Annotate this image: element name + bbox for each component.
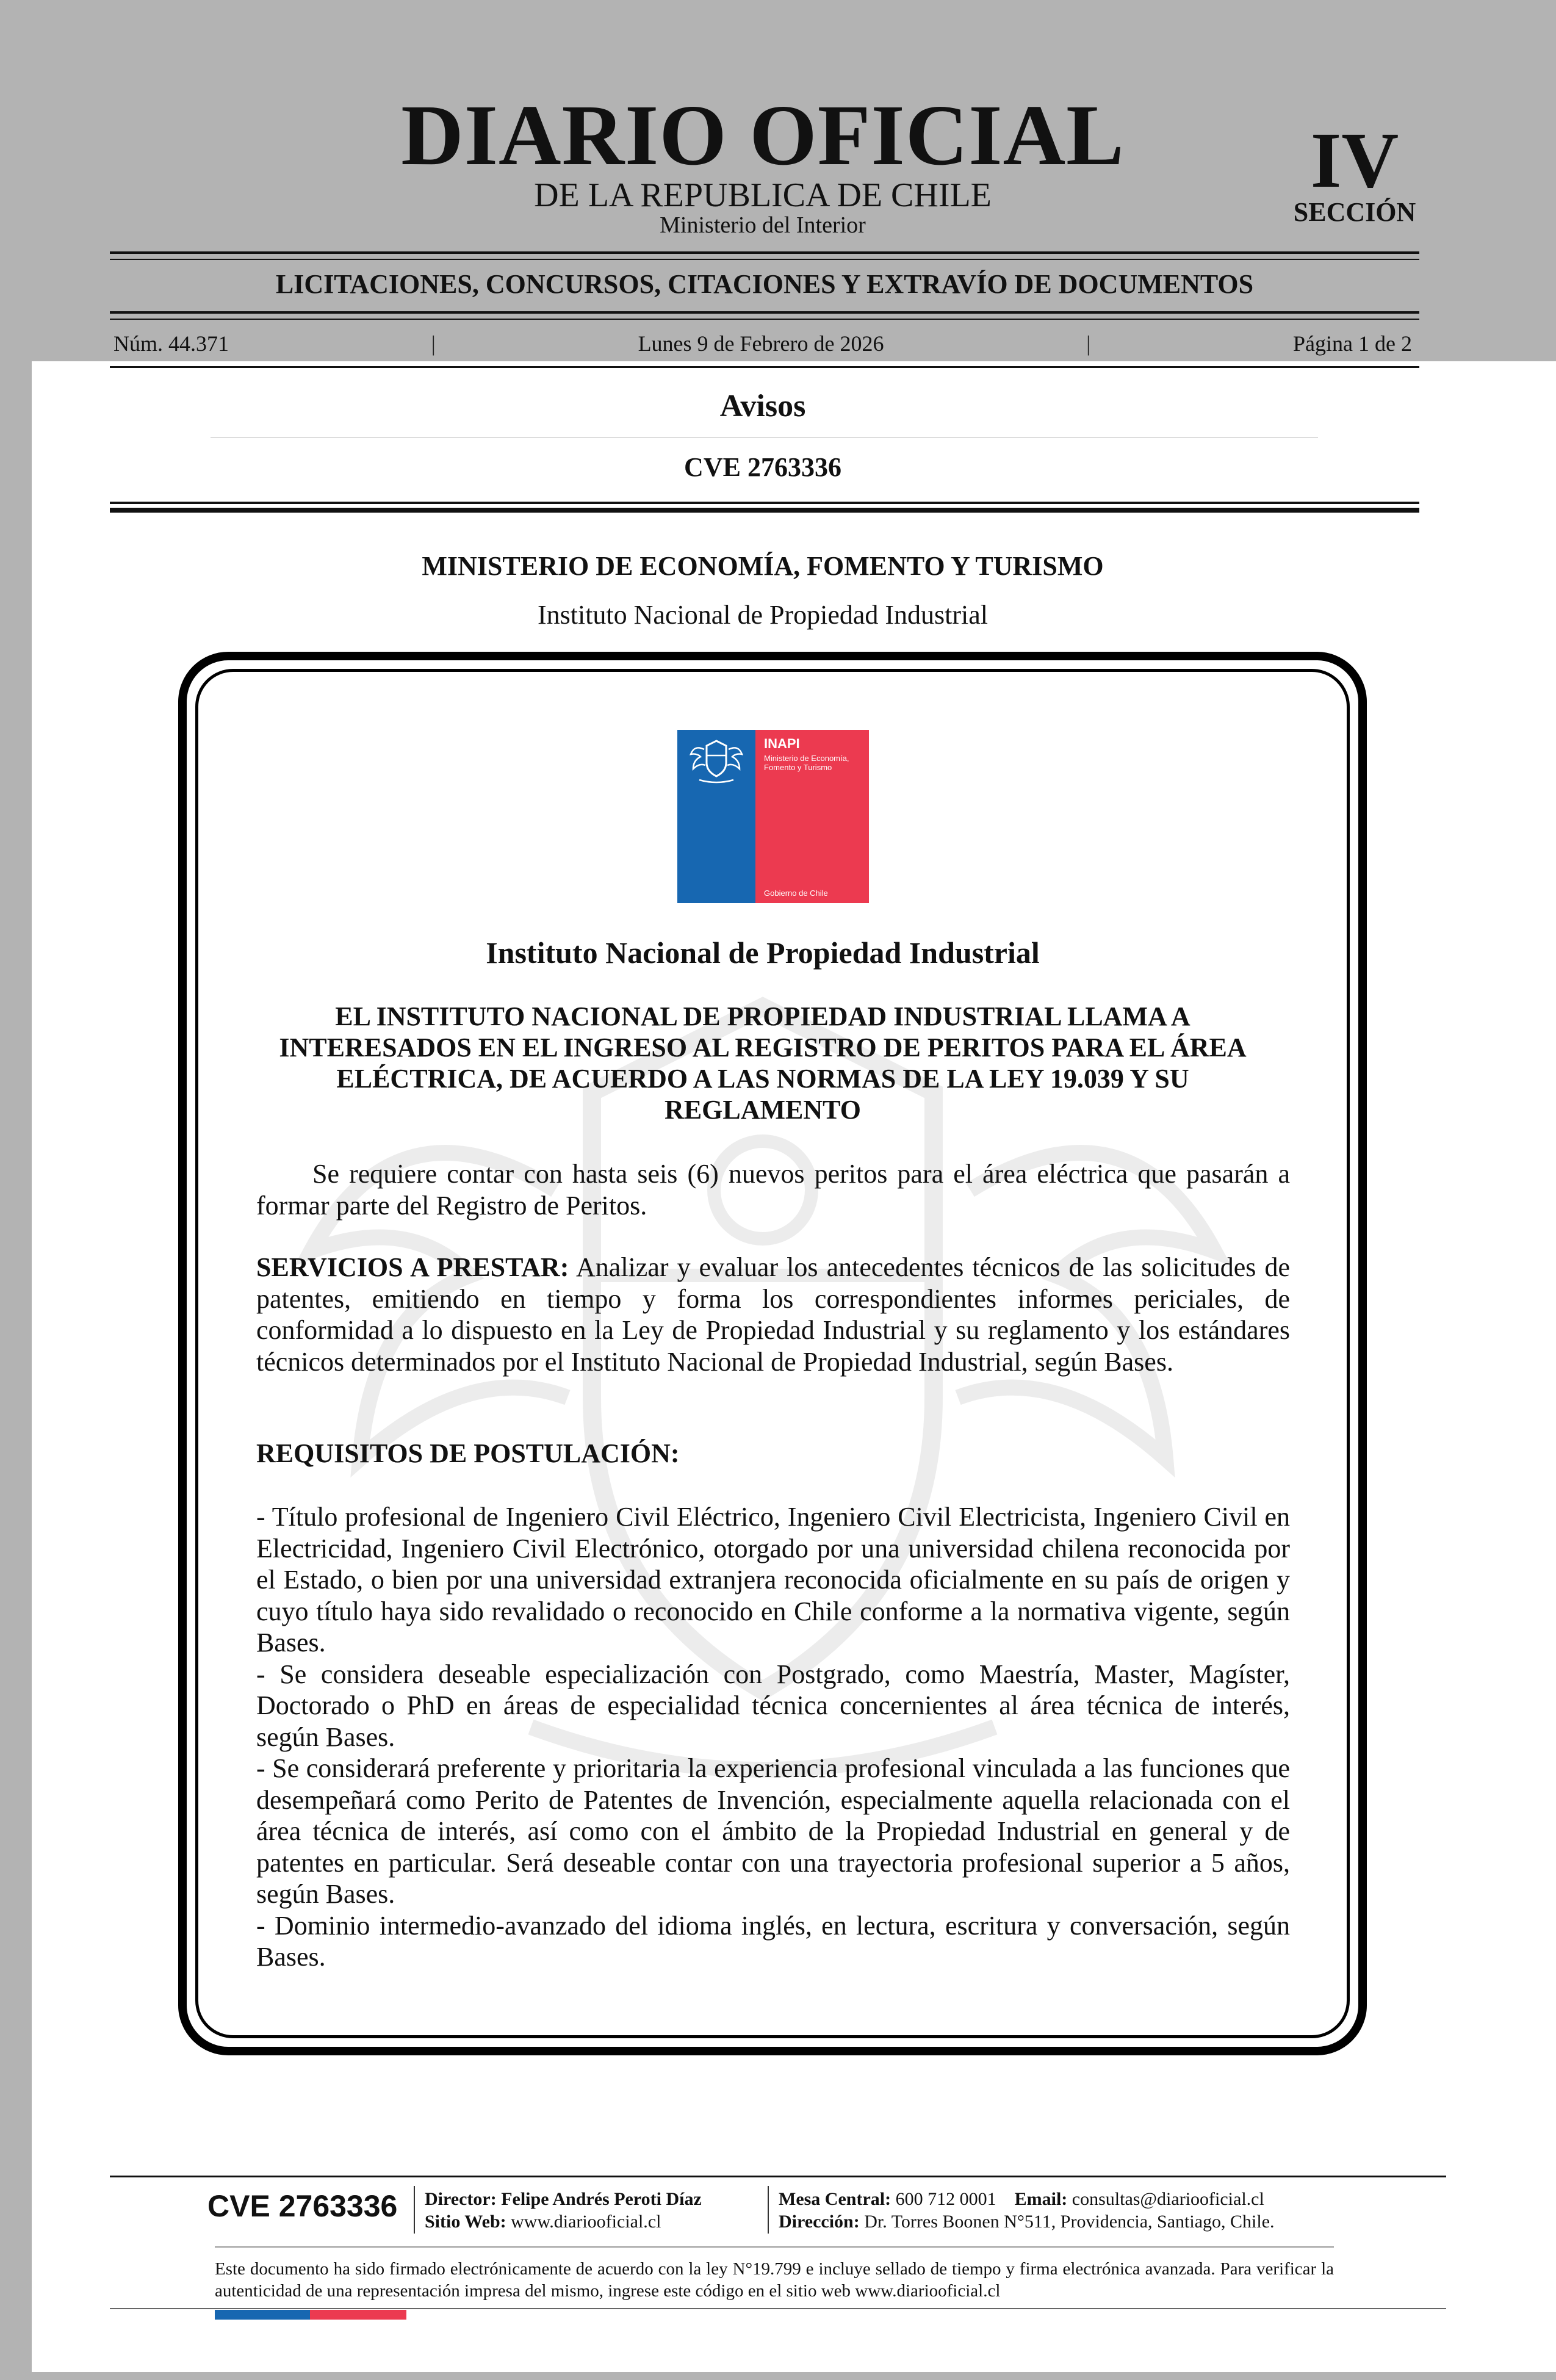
services-paragraph xyxy=(256,1252,1290,1377)
masthead-title: DIARIO OFICIAL xyxy=(401,87,1125,183)
inapi-logo xyxy=(677,730,869,903)
notice-rule xyxy=(110,508,1419,513)
services-label: SERVICIOS A PRESTAR: xyxy=(256,1252,569,1282)
meta-rule xyxy=(110,366,1419,368)
page-indicator: Página 1 de 2 xyxy=(1293,331,1412,356)
footer-cve-code: CVE 2763336 xyxy=(207,2189,398,2223)
website-link[interactable]: www.diariooficial.cl xyxy=(511,2212,661,2232)
email-label: Email: xyxy=(1014,2189,1068,2209)
header-rule xyxy=(110,319,1419,320)
logo-brand: INAPI xyxy=(764,736,800,751)
flag-stripe-red xyxy=(310,2310,406,2320)
requirements-list xyxy=(256,1501,1290,1973)
flag-stripe-blue xyxy=(215,2310,310,2320)
meta-separator: | xyxy=(431,331,436,356)
issue-meta-row xyxy=(113,333,1412,355)
address-text: Dr. Torres Boonen N°511, Providencia, Santiago, Chile. xyxy=(864,2212,1275,2232)
legal-notice: Este documento ha sido firmado electrónicamente de acuerdo con la ley N°19.799 e incluye sellado de tiempo y firma electrónica avanzada. Para verificar la autenticidad de una representación impresa del mismo, ingrese este código en el sitio web www.diariooficial.cl xyxy=(215,2259,1334,2301)
header-rule xyxy=(110,311,1419,314)
list-item: - Título profesional de Ingeniero Civil Eléctrico, Ingeniero Civil Electricista, Ingeniero Civil en Electricidad, Ingeniero Civil Electrónico, otorgado por una universidad chilena reconocida por el Estado, o bien por una universidad extranjera reconocida oficialmente en su país de origen y cuyo título haya sido revalidado o reconocido en Chile conforme a la normativa vigente, según Bases. xyxy=(256,1502,1290,1657)
footer-separator xyxy=(768,2186,769,2234)
list-item: - Dominio intermedio-avanzado del idioma inglés, en lectura, escritura y conversación, según Bases. xyxy=(256,1910,1290,1972)
logo-blue-panel xyxy=(677,730,755,903)
notice-rule xyxy=(110,502,1419,504)
category-divider xyxy=(211,437,1318,438)
director-name: Felipe Andrés Peroti Díaz xyxy=(501,2189,702,2209)
institute-name: Instituto Nacional de Propiedad Industrial xyxy=(537,600,989,630)
logo-ministry-text: Ministerio de Economía, Fomento y Turismo xyxy=(764,754,849,772)
logo-red-panel xyxy=(755,730,869,903)
ministry-name: MINISTERIO DE ECONOMÍA, FOMENTO Y TURISMO xyxy=(422,551,1104,581)
footer-contact-block xyxy=(779,2188,1275,2233)
list-item: - Se considerará preferente y prioritaria la experiencia profesional vinculada a las funciones que desempeñará como Perito de Patentes de Invención, especialmente aquella relacionada con el área técnica de interés, así como con el ámbito de la Propiedad Industrial en general y de patentes en particular. Será deseable contar con una trayectoria profesional superior a 5 años, según Bases. xyxy=(256,1753,1290,1909)
section-label: SECCIÓN xyxy=(1293,197,1416,227)
footer-separator xyxy=(414,2186,415,2234)
address-label: Dirección: xyxy=(779,2212,860,2232)
cve-code: CVE 2763336 xyxy=(684,452,841,482)
section-number: IV xyxy=(1310,117,1399,204)
footer-director-block xyxy=(425,2188,702,2233)
email-link[interactable]: consultas@diariooficial.cl xyxy=(1072,2189,1264,2209)
director-label: Director: xyxy=(425,2189,497,2209)
notice-heading: EL INSTITUTO NACIONAL DE PROPIEDAD INDUSTRIAL LLAMA A INTERESADOS EN EL INGRESO AL REGISTRO DE PERITOS PARA EL ÁREA ELÉCTRICA, DE ACUERDO A LAS NORMAS DE LA LEY 19.039 Y SU REGLAMENTO xyxy=(279,1001,1247,1125)
header-rule xyxy=(110,259,1419,260)
phone-label: Mesa Central: xyxy=(779,2189,891,2209)
section-header: LICITACIONES, CONCURSOS, CITACIONES Y EXTRAVÍO DE DOCUMENTOS xyxy=(275,269,1254,299)
website-label: Sitio Web: xyxy=(425,2212,506,2232)
footer-divider xyxy=(215,2246,1334,2248)
masthead-subtitle: DE LA REPUBLICA DE CHILE xyxy=(534,176,992,214)
services-text: Analizar y evaluar los antecedentes técnicos de las solicitudes de patentes, emitiendo en tiempo y forma los correspondientes informes periciales, de conformidad a lo dispuesto en la Ley de Propiedad Industrial y su reglamento y los estándares técnicos determinados por el Instituto Nacional de Propiedad Industrial, según Bases. xyxy=(256,1252,1291,1377)
logo-government-text: Gobierno de Chile xyxy=(764,889,828,898)
masthead-ministry: Ministerio del Interior xyxy=(660,212,866,238)
institute-title: Instituto Nacional de Propiedad Industrial xyxy=(486,936,1040,970)
requirements-label: REQUISITOS DE POSTULACIÓN: xyxy=(256,1438,680,1468)
meta-separator: | xyxy=(1086,331,1091,356)
list-item: - Se considera deseable especialización con Postgrado, como Maestría, Master, Magíster, Doctorado o PhD en áreas de especialidad técnica concernientes al área técnica de interés, según Bases. xyxy=(256,1659,1290,1752)
shield-icon xyxy=(686,736,747,785)
phone-number: 600 712 0001 xyxy=(895,2189,996,2209)
issue-number: Núm. 44.371 xyxy=(113,331,229,356)
issue-date: Lunes 9 de Febrero de 2026 xyxy=(638,331,884,356)
intro-paragraph: Se requiere contar con hasta seis (6) nuevos peritos para el área eléctrica que pasarán a formar parte del Registro de Peritos. xyxy=(256,1159,1290,1221)
footer-rule xyxy=(110,2176,1446,2177)
header-rule xyxy=(110,251,1419,254)
notice-category: Avisos xyxy=(719,389,806,424)
footer-bottom-rule xyxy=(110,2308,1446,2309)
